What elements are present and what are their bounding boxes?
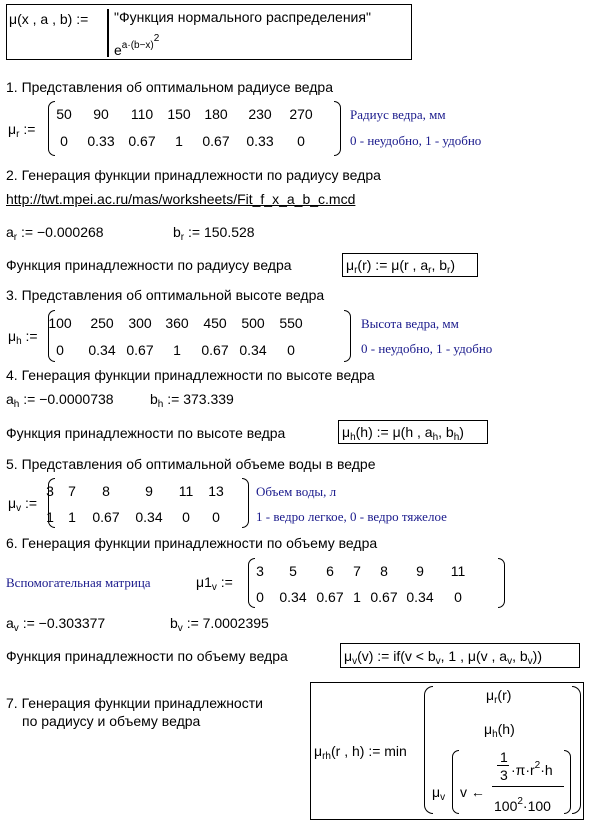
mu1-v-label: $\mu 1_v$ :=: [196, 574, 233, 593]
matrix-cell: 0.33: [246, 133, 274, 149]
normal-func-signature: μ(x , a , b) :=: [9, 11, 89, 27]
matrix-right-paren: [498, 558, 505, 608]
fraction-bar: [492, 786, 564, 787]
aux-matrix-label: Вспомогательная матрица: [6, 575, 151, 590]
volume-assign: v ←: [460, 784, 485, 800]
s3-note-1: Высота ведра, мм: [361, 316, 459, 331]
matrix-cell: 0.34: [406, 589, 434, 605]
matrix-cell: 13: [208, 483, 224, 499]
mu-rh-lhs: $\mu_{rh}(r$ , h) := min: [314, 743, 407, 762]
matrix-cell: 0: [182, 509, 190, 525]
section-7-heading-line2: по радиусу и объему ведра: [22, 713, 201, 729]
matrix-cell: 50: [56, 106, 72, 122]
section-1-heading: 1. Представления об оптимальном радиусе ведра: [6, 79, 333, 95]
matrix-cell: 0.67: [92, 509, 120, 525]
mu-v-label: $\mu_v$ :=: [8, 495, 38, 514]
s1-note-1: Радиус ведра, мм: [350, 107, 446, 122]
matrix-cell: 0: [256, 589, 264, 605]
matrix-cell: 0.67: [202, 133, 230, 149]
expr-exponent: a·(b−x): [121, 40, 154, 51]
matrix-cell: 0.34: [88, 342, 116, 358]
matrix-cell: 1: [173, 342, 181, 358]
matrix-cell: 1: [175, 133, 183, 149]
matrix-cell: 500: [241, 315, 265, 331]
matrix-cell: 250: [90, 315, 114, 331]
matrix-right-paren: [242, 478, 249, 528]
matrix-cell: 0: [287, 342, 295, 358]
matrix-cell: 0.67: [201, 342, 229, 358]
matrix-cell: 9: [145, 483, 153, 499]
fraction-three: 3: [500, 767, 508, 783]
section-2-heading: 2. Генерация функции принадлежности по радиусу ведра: [6, 167, 381, 183]
matrix-cell: 450: [203, 315, 227, 331]
section-3-heading: 3. Представления об оптимальной высоте ведра: [6, 287, 325, 303]
matrix-cell: 11: [178, 483, 194, 499]
min-entry-mu-r: $\mu_r(r)$: [486, 687, 512, 706]
section-4-heading: 4. Генерация функции принадлежности по высоте ведра: [6, 367, 375, 383]
mu-r-label: $\mu_r$ :=: [8, 121, 36, 140]
mu-h-label: $\mu_h$ :=: [8, 328, 38, 347]
matrix-cell: 0.67: [126, 342, 154, 358]
matrix-cell: 0.67: [128, 133, 156, 149]
min-right-paren: [572, 686, 581, 814]
matrix-cell: 3: [46, 483, 54, 499]
inner-left-paren: [452, 750, 459, 814]
s6-func-label: Функция принадлежности по объему ведра: [6, 648, 288, 664]
matrix-cell: 0: [212, 509, 220, 525]
matrix-cell: 11: [450, 563, 466, 579]
matrix-right-paren: [344, 310, 351, 362]
normal-func-expression: [114, 34, 159, 57]
matrix-cell: 90: [93, 106, 109, 122]
matrix-cell: 110: [130, 106, 154, 122]
matrix-cell: 1: [353, 589, 361, 605]
matrix-cell: 270: [289, 106, 313, 122]
matrix-cell: 0: [60, 133, 68, 149]
s5-note-2: 1 - ведро легкое, 0 - ведро тяжелое: [256, 509, 447, 524]
matrix-right-paren: [334, 101, 341, 156]
a-h-assignment: $a_h$ := −0.0000738: [6, 391, 114, 410]
expr-power: 2: [153, 33, 160, 44]
matrix-cell: 0.67: [370, 589, 398, 605]
matrix-cell: 300: [128, 315, 152, 331]
mu-r-func-def: $\mu_r(r)$ := μ(r , $a_r$, $b_r$): [346, 257, 456, 276]
small-fraction-bar: [497, 765, 509, 766]
matrix-cell: 180: [204, 106, 228, 122]
matrix-cell: 230: [248, 106, 272, 122]
matrix-cell: 3: [256, 563, 264, 579]
denominator-expr: $100^2\cdot 100$: [494, 796, 551, 814]
matrix-cell: 0.34: [279, 589, 307, 605]
matrix-cell: 7: [353, 563, 361, 579]
matrix-cell: 7: [68, 483, 76, 499]
b-r-assignment: $b_r$ := 150.528: [173, 224, 255, 243]
matrix-cell: 0: [454, 589, 462, 605]
matrix-cell: 1: [68, 509, 76, 525]
matrix-cell: 8: [102, 483, 110, 499]
fraction-one: 1: [500, 749, 508, 765]
worksheet-link[interactable]: http://twt.mpei.ac.ru/mas/worksheets/Fit_f_x_a_b_c.mcd: [6, 191, 356, 207]
matrix-cell: 360: [165, 315, 189, 331]
matrix-cell: 0.33: [87, 133, 115, 149]
min-entry-mu-h: $\mu_h(h)$: [484, 721, 515, 740]
section-5-heading: 5. Представления об оптимальной объеме воды в ведре: [6, 456, 376, 472]
mu-v-func-def: $\mu_v(v)$ := $if(v < b_v$, 1 , μ(v , $a_v$, $b_v$)): [344, 648, 542, 667]
matrix-cell: 6: [326, 563, 334, 579]
matrix-cell: 5: [289, 563, 297, 579]
b-v-assignment: $b_v$ := 7.0002395: [170, 615, 269, 634]
normal-func-title: "Функция нормального распределения": [114, 9, 371, 25]
numerator-expr: $\cdot\pi\cdot r^2\cdot h$: [511, 760, 553, 778]
matrix-cell: 0.67: [316, 589, 344, 605]
matrix-cell: 550: [279, 315, 303, 331]
inner-right-paren: [564, 750, 571, 814]
matrix-cell: 9: [416, 563, 424, 579]
section-7-heading-line1: 7. Генерация функции принадлежности: [6, 695, 263, 711]
matrix-cell: 150: [167, 106, 191, 122]
a-r-assignment: $a_r$ := −0.000268: [6, 224, 104, 243]
section-6-heading: 6. Генерация функции принадлежности по объему ведра: [6, 535, 378, 551]
matrix-cell: 100: [48, 315, 72, 331]
a-v-assignment: $a_v$ := −0.303377: [6, 615, 106, 634]
mu-h-func-def: $\mu_h(h)$ := μ(h , $a_h$, $b_h$): [342, 424, 464, 443]
s3-note-2: 0 - неудобно, 1 - удобно: [361, 341, 493, 356]
expr-base: e: [114, 42, 122, 58]
s4-func-label: Функция принадлежности по высоте ведра: [6, 425, 286, 441]
matrix-cell: 1: [46, 509, 54, 525]
matrix-cell: 0.34: [135, 509, 163, 525]
matrix-cell: 0.34: [239, 342, 267, 358]
b-h-assignment: $b_h$ := 373.339: [150, 391, 234, 410]
min-entry-mu-v: $\mu_v$: [432, 784, 446, 803]
matrix-cell: 0: [56, 342, 64, 358]
matrix-cell: 8: [380, 563, 388, 579]
definition-divider: [107, 9, 109, 57]
matrix-cell: 0: [297, 133, 305, 149]
s5-note-1: Объем воды, л: [256, 484, 337, 499]
s2-func-label: Функция принадлежности по радиусу ведра: [6, 257, 292, 273]
s1-note-2: 0 - неудобно, 1 - удобно: [350, 133, 482, 148]
